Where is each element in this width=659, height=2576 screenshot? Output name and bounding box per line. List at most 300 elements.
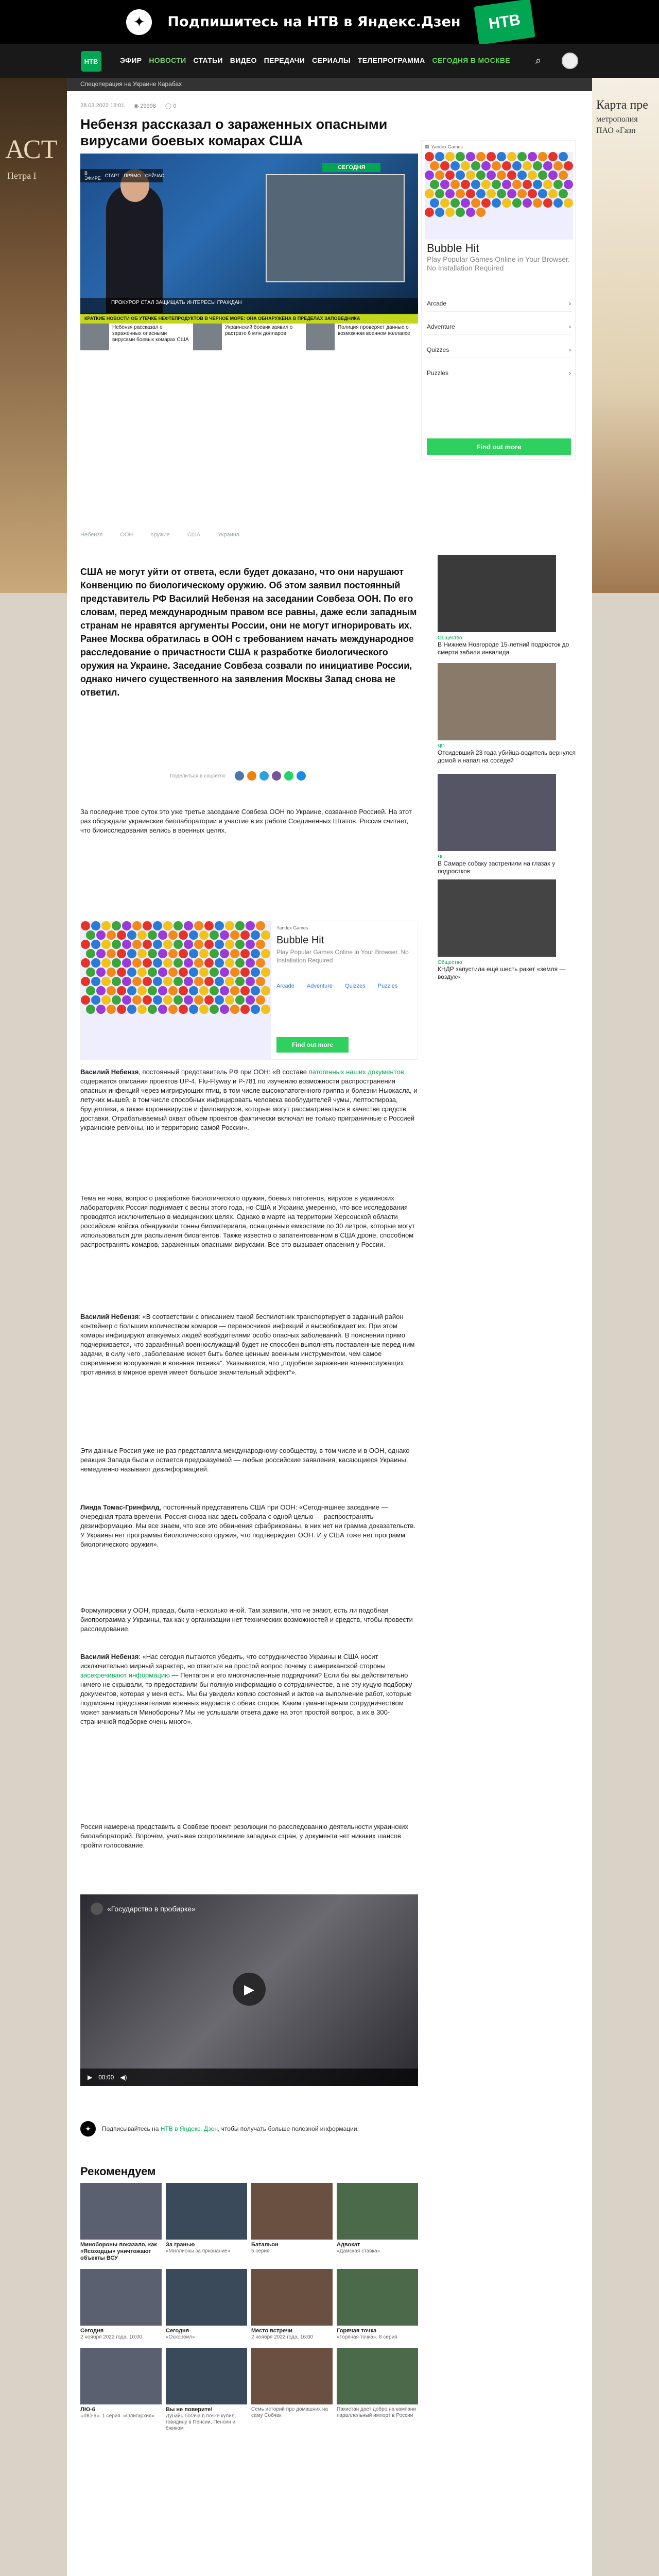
bubble — [184, 940, 193, 949]
bubble — [440, 180, 449, 189]
recommend-item[interactable] — [80, 2269, 162, 2341]
bubble — [112, 921, 121, 930]
bubble — [235, 940, 245, 949]
site-logo[interactable]: НТВ — [81, 51, 101, 72]
bubble — [512, 161, 522, 171]
ad-row[interactable] — [427, 318, 571, 335]
bubble — [189, 949, 198, 958]
ad-desc: Play Popular Games Online in Your Browser. No Installation Required — [427, 255, 570, 272]
ad-row-label: Quizzes — [427, 346, 449, 353]
bubble — [101, 958, 111, 968]
recommend-sub-text: «Миллионы за признание» — [166, 2248, 231, 2254]
recommend-item[interactable] — [337, 2183, 418, 2262]
video-controls[interactable] — [80, 2069, 418, 2086]
bubble — [240, 930, 250, 940]
avatar[interactable] — [562, 53, 578, 69]
bubble — [523, 180, 532, 189]
bubble — [137, 949, 147, 958]
bubble — [450, 198, 460, 208]
bubble — [158, 930, 167, 940]
tag-link[interactable]: США — [187, 532, 201, 538]
recommend-title-text: Батальон — [251, 2242, 279, 2248]
paragraph — [80, 1067, 418, 1132]
bubble — [507, 152, 516, 161]
subscribe-text-before: Подписывайтесь на — [102, 2125, 161, 2132]
ad-row[interactable] — [427, 295, 571, 312]
subscribe-promo — [80, 2121, 418, 2137]
recommend-image — [251, 2183, 333, 2240]
ctrl-label[interactable]: ПРЯМО — [124, 173, 141, 178]
player-controls[interactable] — [80, 169, 163, 182]
bubble — [230, 968, 239, 977]
nav-item[interactable]: СТАТЬИ — [193, 56, 223, 64]
bubble — [199, 949, 209, 958]
bubble — [86, 1005, 95, 1014]
recommend-item[interactable] — [251, 2183, 333, 2262]
bubble — [466, 152, 475, 161]
top-banner[interactable] — [0, 0, 659, 44]
bubble — [564, 180, 573, 189]
recommend-item[interactable] — [80, 2348, 162, 2432]
bubble — [148, 930, 157, 940]
mail-icon[interactable] — [297, 771, 306, 781]
bubble — [497, 189, 506, 198]
bubble — [517, 152, 527, 161]
recommend-image — [251, 2348, 333, 2404]
bubble — [553, 161, 563, 171]
bubble — [148, 1005, 157, 1014]
ctrl-label[interactable]: СТАРТ — [105, 173, 120, 178]
bubble — [86, 968, 95, 977]
bubble — [101, 977, 111, 986]
sidebar-news-image — [438, 555, 556, 632]
eye-icon: ◉ — [133, 103, 141, 109]
video-thumb[interactable] — [306, 324, 417, 353]
bubble — [476, 208, 485, 217]
recommend-sub-text: «Дамская ставка» — [337, 2248, 380, 2254]
bubble — [559, 152, 568, 161]
bubble — [112, 995, 121, 1005]
bubble — [127, 968, 136, 977]
bubble — [564, 161, 573, 171]
share-label: Поделиться в соцсетях: — [170, 773, 227, 779]
bubble — [261, 949, 270, 958]
bubble — [117, 930, 126, 940]
bubble — [220, 930, 229, 940]
bubble — [194, 977, 203, 986]
bubble — [91, 958, 100, 968]
ad-sponsor — [425, 144, 463, 149]
ad-row[interactable] — [427, 342, 571, 358]
bubble — [179, 968, 188, 977]
bubble — [81, 995, 90, 1005]
sidebar-news-item[interactable] — [438, 663, 577, 765]
ad-row-label: Puzzles — [427, 369, 449, 377]
bubble — [461, 198, 470, 208]
bubble — [548, 152, 558, 161]
bubble — [251, 968, 260, 977]
inline-ad-links — [276, 983, 415, 989]
bubble — [430, 180, 439, 189]
nav-items — [120, 56, 510, 64]
bubble — [445, 152, 455, 161]
bubble — [199, 968, 209, 977]
bubble — [122, 940, 131, 949]
comment-icon: ◯ — [165, 103, 174, 109]
bubble — [450, 180, 460, 189]
bubble — [101, 940, 111, 949]
article-date: 28.03.2022 18:01 — [80, 103, 125, 109]
bubble — [425, 208, 434, 217]
video-thumb[interactable] — [193, 324, 304, 353]
volume-icon[interactable]: ◀) — [120, 2074, 127, 2081]
inline-ad-name[interactable]: Bubble Hit — [276, 935, 324, 946]
viber-icon[interactable] — [272, 771, 281, 781]
bubble — [528, 171, 537, 180]
bubble — [184, 921, 193, 930]
recommend-image — [166, 2269, 247, 2326]
bubble — [96, 930, 106, 940]
recommend-sub-text: «ЛЮ-6». 1 серия. «Олигархия» — [80, 2413, 154, 2419]
bubble — [435, 171, 444, 180]
bubble — [476, 189, 485, 198]
subscribe-text-after: , чтобы получать больше полезной информации. — [218, 2125, 359, 2132]
bubble — [538, 171, 547, 180]
paragraph: Тема не нова, вопрос о разработке биологического оружия, боевых патогенов, вирусов в украинских лабораториях Россия поднимает с весны этого года, но США и Украина умеренно, что все исследования проводятся исключительно в медицинских целях. Однако в марте на территории Херсонской области российские войска обнаружили тонны биоматериала, оснащенные емкостями по 30 литров, которые могут использоваться для распыления биоагентов. Также известно о запатентованном в США дроне, способном распространять комаров, зараженных опасными вирусами. Все это вызывает опасения у России. — [80, 1194, 415, 1248]
bubble — [215, 958, 224, 968]
thumb-image — [306, 324, 335, 350]
recommend-grid — [80, 2183, 418, 2432]
bubble — [179, 986, 188, 995]
topics-bar — [67, 78, 592, 91]
bubble — [127, 930, 136, 940]
views-count: 29998 — [140, 103, 156, 109]
bubble — [112, 940, 121, 949]
tag-link[interactable]: Украина — [218, 532, 239, 538]
bubble — [564, 198, 573, 208]
bubble — [512, 198, 522, 208]
bubble — [210, 986, 219, 995]
bubble — [189, 986, 198, 995]
bubble — [559, 189, 568, 198]
bubble — [240, 968, 250, 977]
bubble — [204, 977, 214, 986]
recommend-item[interactable] — [166, 2183, 247, 2262]
bubble — [548, 189, 558, 198]
bg-right-line1: Карта пре — [596, 98, 648, 112]
bubble — [168, 930, 178, 940]
bubble — [230, 949, 239, 958]
bubble — [194, 940, 203, 949]
bubble — [440, 161, 449, 171]
ntv-logo-banner: НТВ — [474, 0, 535, 45]
nav-item[interactable]: ПЕРЕДАЧИ — [264, 56, 305, 64]
bubble — [225, 921, 234, 930]
inline-link[interactable]: засекречивают информацию — [80, 1671, 170, 1679]
recommend-title: Рекомендуем — [80, 2165, 156, 2178]
bubble — [487, 189, 496, 198]
nav-item[interactable]: СЕРИАЛЫ — [312, 56, 351, 64]
bubble — [132, 921, 142, 930]
ad-name[interactable]: Bubble Hit — [427, 242, 479, 255]
bubble — [430, 198, 439, 208]
bubble — [168, 968, 178, 977]
bubble — [538, 152, 547, 161]
bg-right-line2: метрополия — [596, 115, 638, 124]
bubble — [148, 949, 157, 958]
inline-ad-link[interactable]: Quizzes — [345, 983, 366, 989]
inline-ad-link[interactable]: Adventure — [306, 983, 333, 989]
main-nav — [0, 44, 659, 78]
bubble — [158, 968, 167, 977]
bubble — [230, 930, 239, 940]
bubble — [137, 968, 147, 977]
paragraph: Россия намерена представить в Совбезе проект резолюции по расследованию деятельности украинских биолабораторий. Впрочем, учитывая сопротивление западных стран, у документа нет никаких шансов пройти голосование. — [80, 1823, 408, 1849]
bubble — [487, 171, 496, 180]
bubble — [466, 208, 475, 217]
bubble — [122, 977, 131, 986]
recommend-item[interactable] — [337, 2269, 418, 2341]
inline-ad-sponsor: Yandex Games — [276, 925, 308, 930]
bubble — [204, 940, 214, 949]
recommend-item[interactable] — [166, 2269, 247, 2341]
inline-link[interactable]: патогенных наших документов — [308, 1068, 404, 1076]
bubble — [435, 189, 444, 198]
topics-text[interactable]: Спецоперация на Украине Карабах — [80, 80, 182, 88]
player-thumbs — [80, 324, 418, 353]
bubble — [235, 958, 245, 968]
thumb-title: Украинский боевик заявил о растрате 6 млн долларов — [225, 325, 293, 336]
tag-link[interactable]: оружие — [150, 532, 170, 538]
ok-icon[interactable] — [247, 771, 256, 781]
bubble — [107, 968, 116, 977]
bubble — [91, 921, 100, 930]
inline-ad-cta-button[interactable]: Find out more — [276, 1037, 349, 1053]
bubble — [543, 180, 552, 189]
bubble — [153, 995, 162, 1005]
bubble — [240, 986, 250, 995]
bubble — [502, 180, 511, 189]
bubble — [246, 977, 255, 986]
bubble — [112, 977, 121, 986]
recommend-item[interactable] — [251, 2269, 333, 2341]
recommend-image — [166, 2348, 247, 2404]
bubble — [158, 949, 167, 958]
thumb-title: Небензя рассказал о зараженных опасными вирусами боевых комарах США — [112, 325, 189, 343]
bubble — [163, 958, 172, 968]
bubble — [122, 958, 131, 968]
video-title[interactable]: «Государство в пробирке» — [107, 1905, 196, 1913]
bubble — [153, 958, 162, 968]
recommend-item[interactable] — [337, 2348, 418, 2432]
bubble — [246, 921, 255, 930]
recommend-sub-text: Семь историй про домашних на саму Собчак — [251, 2406, 328, 2418]
bubble — [487, 152, 496, 161]
bubble — [117, 949, 126, 958]
video-time: 00:00 — [98, 2074, 114, 2081]
paragraph: За последние трое суток это уже третье заседание Совбеза ООН по Украине, созванное Россией. На этот раз обсуждали украинские биолаборатории и участие в их работе Соединенных Штатов. Россия считает, что биоисследования велись в военных целях. — [80, 808, 412, 834]
bubble — [168, 986, 178, 995]
bubble — [450, 161, 460, 171]
bubble — [86, 986, 95, 995]
play-small-icon[interactable]: ▶ — [88, 2074, 93, 2081]
bubble — [199, 1005, 209, 1014]
search-icon[interactable]: ⌕ — [535, 55, 542, 66]
bubble — [179, 1005, 188, 1014]
bubble — [240, 1005, 250, 1014]
bubble — [163, 940, 172, 949]
video-thumb[interactable] — [80, 324, 191, 353]
sidebar-news-item[interactable] — [438, 555, 577, 656]
nav-item[interactable]: ТЕЛЕПРОГРАММА — [357, 56, 425, 64]
bubble — [132, 995, 142, 1005]
bubble — [184, 977, 193, 986]
telegram-icon[interactable] — [259, 771, 269, 781]
speaker-name: Василий Небензя — [80, 1068, 139, 1076]
bubble — [440, 198, 449, 208]
inline-ad-game-image[interactable] — [81, 921, 271, 1060]
bubble — [471, 161, 480, 171]
paragraph: Эти данные Россия уже не раз представляла международному сообществу, в том числе и в ООН, однако реакция Запада была и остается предсказуемой — любые российские заявления, касающиеся Украины, немедленно называют дезинформацией. — [80, 1447, 410, 1473]
recommend-item[interactable] — [80, 2183, 162, 2262]
play-icon[interactable]: ▶ — [233, 1973, 266, 2006]
bubble — [225, 940, 234, 949]
bubble — [512, 180, 522, 189]
bubble — [204, 958, 214, 968]
bubble — [256, 995, 265, 1005]
bubble — [153, 977, 162, 986]
background-ad-left[interactable] — [0, 78, 67, 593]
recommend-sub-text: Пакистан дает добро на кампани параллельный импорт в России — [337, 2406, 417, 2418]
bubble — [261, 986, 270, 995]
bubble — [507, 171, 516, 180]
ad-game-image[interactable] — [425, 152, 573, 240]
inline-ad-link[interactable]: Arcade — [276, 983, 294, 989]
ad-cta-button[interactable]: Find out more — [427, 438, 571, 455]
bubble — [143, 940, 152, 949]
bg-left-line1: АСТ — [5, 135, 58, 164]
bubble — [251, 986, 260, 995]
bubble — [189, 968, 198, 977]
sidebar-news-category: ЧП — [438, 854, 445, 860]
bubble — [246, 958, 255, 968]
sidebar-news-category: Общество — [438, 960, 462, 965]
tag-link[interactable]: ООН — [120, 532, 133, 538]
recommend-sub-text: 2 ноября 2022 года, 10:00 — [80, 2334, 142, 2340]
bubble — [210, 1005, 219, 1014]
speaker-name: Василий Небензя — [80, 1313, 139, 1320]
nav-item-moscow[interactable]: СЕГОДНЯ В МОСКВЕ — [432, 56, 510, 64]
bubble — [220, 986, 229, 995]
bubble — [435, 152, 444, 161]
inline-ad[interactable] — [80, 921, 418, 1060]
channel-avatar — [91, 1903, 103, 1915]
sidebar-news-title: КНДР запустила ещё шесть ракет «земля — воздух» — [438, 965, 566, 980]
ctrl-label[interactable]: В ЭФИРЕ — [84, 171, 101, 181]
background-ad-right[interactable] — [592, 78, 659, 593]
bubble — [127, 949, 136, 958]
inline-ad-link[interactable]: Puzzles — [377, 983, 398, 989]
bubble — [91, 995, 100, 1005]
recommend-title-text: ЛЮ-6 — [80, 2406, 95, 2413]
whatsapp-icon[interactable] — [284, 771, 293, 781]
bubble — [225, 995, 234, 1005]
bubble — [153, 940, 162, 949]
bubble — [225, 958, 234, 968]
ad-row[interactable] — [427, 365, 571, 381]
bubble — [481, 198, 491, 208]
bubble — [101, 921, 111, 930]
ctrl-label[interactable]: СЕЙЧАС — [145, 173, 164, 178]
bubble — [132, 958, 142, 968]
tag-link[interactable]: Небензя — [80, 532, 103, 538]
bubble — [86, 949, 95, 958]
bubble — [251, 949, 260, 958]
recommend-image — [337, 2348, 418, 2404]
sidebar-news-item[interactable] — [438, 774, 577, 875]
bubble — [143, 921, 152, 930]
bubble — [435, 208, 444, 217]
bubble — [215, 940, 224, 949]
bubble — [559, 171, 568, 180]
recommend-image — [166, 2183, 247, 2240]
nav-item[interactable]: ЭФИР — [120, 56, 142, 64]
recommend-image — [251, 2269, 333, 2326]
vk-icon[interactable] — [235, 771, 244, 781]
bubble — [517, 189, 527, 198]
bubble — [127, 986, 136, 995]
article-comments[interactable] — [165, 103, 177, 109]
bubble — [81, 977, 90, 986]
bubble — [194, 995, 203, 1005]
sidebar-news-item[interactable] — [438, 879, 577, 981]
bubble — [230, 1005, 239, 1014]
comments-count: 0 — [173, 103, 177, 109]
recommend-image — [80, 2183, 162, 2240]
embedded-video[interactable] — [80, 1894, 418, 2086]
bubble — [81, 958, 90, 968]
nav-item[interactable]: ВИДЕО — [230, 56, 257, 64]
bubble — [174, 977, 183, 986]
recommend-image — [80, 2348, 162, 2404]
recommend-image — [337, 2183, 418, 2240]
recommend-item[interactable] — [251, 2348, 333, 2432]
bubble — [497, 152, 506, 161]
video-player[interactable] — [80, 154, 418, 353]
bubble — [168, 1005, 178, 1014]
bubble — [215, 921, 224, 930]
bg-left-line2: Петра I — [7, 171, 37, 181]
bubble — [461, 161, 470, 171]
bubble — [117, 986, 126, 995]
paragraph-text: — Пентагон и его многочисленные подрядчики? Если бы вы действительно ничего не скрывали, то предоставили бы полную информацию о сотрудничестве, а не эту куцую подборку документов, которая у меня есть. Мы бы увидели копию состояний и актов на выполнение работ, которые подписаны представителями военных ведомств с обеих сторон. Каким гуманитарным сотрудничеством может заниматься Минобороны? Мы не услышали ответа даже на этот простой вопрос, а их в 300-страничной подборке очень много». — [80, 1671, 412, 1725]
sidebar-news-title: В Самаре собаку застрелили на глазах у подростков — [438, 860, 556, 875]
ad-row-label: Arcade — [427, 299, 447, 307]
speaker-name: Линда Томас-Гринфилд — [80, 1503, 160, 1511]
recommend-item[interactable] — [166, 2348, 247, 2432]
bubble — [107, 949, 116, 958]
sidebar-ad[interactable] — [421, 140, 576, 460]
speaker-name: Василий Небензя — [80, 1653, 139, 1660]
nav-item-active[interactable]: НОВОСТИ — [149, 56, 186, 64]
subscribe-link[interactable]: НТВ в Яндекс. Дзен — [160, 2125, 218, 2132]
bubble — [153, 921, 162, 930]
bubble — [174, 921, 183, 930]
bubble — [445, 189, 455, 198]
bubble — [492, 161, 501, 171]
recommend-title-text: Вы не поверите! — [166, 2406, 213, 2413]
bubble — [230, 986, 239, 995]
